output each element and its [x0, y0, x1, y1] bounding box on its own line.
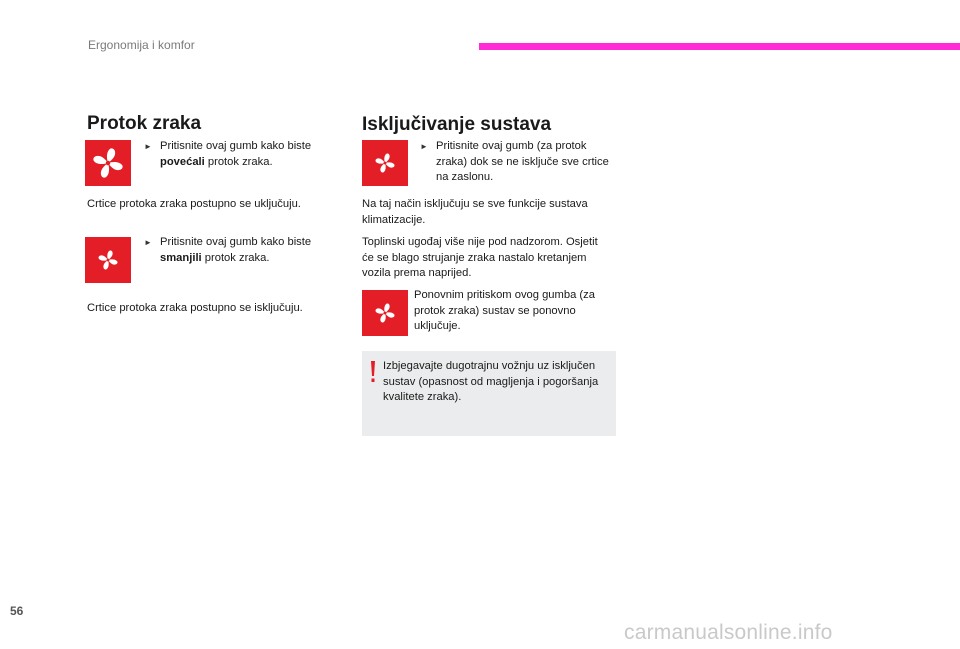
fan-increase-button: [85, 140, 131, 186]
warning-box: [362, 351, 616, 436]
instruction-text: protok zraka.: [207, 155, 273, 168]
instruction-switch-on: Ponovnim pritiskom ovog gumba (za protok zraka) sustav se ponovno uključuje.: [414, 289, 595, 332]
fan-icon: [97, 249, 119, 271]
instruction-text: protok zraka.: [204, 251, 270, 264]
paragraph: Crtice protoka zraka postupno se isključuju.: [87, 302, 303, 314]
arrow-bullet-icon: ►: [144, 142, 152, 151]
fan-on-button: [362, 290, 408, 336]
fan-decrease-button: [85, 237, 131, 283]
instruction-text: Pritisnite ovaj gumb kako biste: [160, 140, 312, 152]
section-title: Ergonomija i komfor: [88, 38, 195, 52]
fan-icon: [374, 152, 396, 174]
warning-text: Izbjegavajte dugotrajnu vožnju uz isključen sustav (opasnost od magljenja i pogoršanja kvalitete zraka).: [383, 360, 599, 403]
arrow-bullet-icon: ►: [420, 142, 428, 151]
watermark: carmanualsonline.info: [624, 621, 833, 644]
heading-iskljucivanje-sustava: Isključivanje sustava: [362, 114, 552, 135]
section-accent-bar: [479, 43, 960, 50]
arrow-bullet-icon: ►: [144, 238, 152, 247]
exclamation-icon: [370, 361, 376, 383]
heading-protok-zraka: Protok zraka: [87, 113, 202, 134]
instruction-increase: [144, 139, 334, 170]
fan-icon: [91, 146, 125, 180]
fan-icon: [374, 302, 396, 324]
fan-off-button: [362, 140, 408, 186]
paragraph: Toplinski ugođaj više nije pod nadzorom. Osjetit će se blago strujanje zraka nastalo kretanjem vozila prema naprijed.: [362, 236, 598, 279]
page-number: 56: [10, 604, 24, 618]
instruction-bold: povećali: [160, 155, 205, 168]
instruction-decrease: [144, 235, 334, 266]
instruction-bold: smanjili: [160, 251, 202, 264]
instruction-switch-off: [420, 139, 615, 186]
instruction-text: Pritisnite ovaj gumb kako biste: [160, 236, 312, 248]
instruction-text: Pritisnite ovaj gumb (za protok zraka) dok se ne isključe sve crtice na zaslonu.: [436, 140, 609, 183]
paragraph: Na taj način isključuju se sve funkcije sustava klimatizacije.: [362, 198, 588, 226]
paragraph: Crtice protoka zraka postupno se uključuju.: [87, 198, 301, 210]
